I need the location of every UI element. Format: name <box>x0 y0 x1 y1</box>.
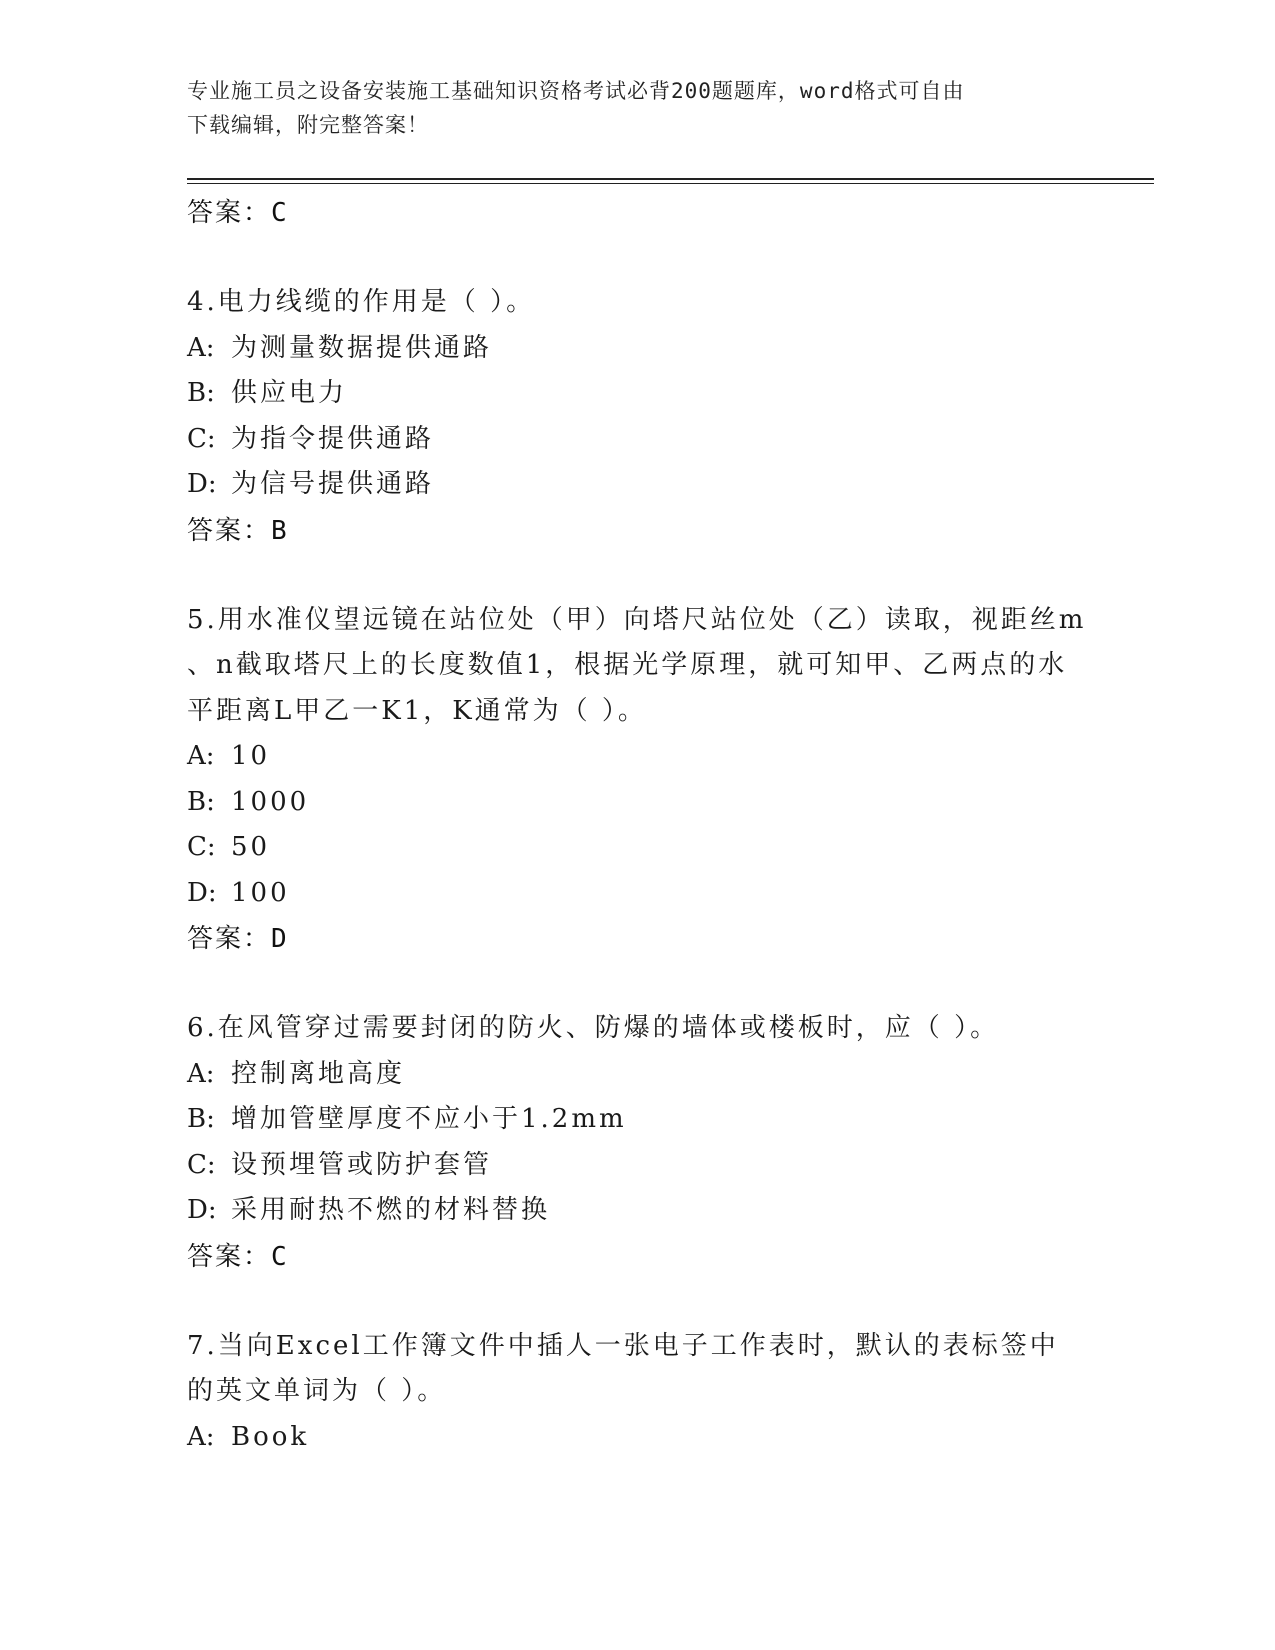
option-letter: A: <box>187 1421 215 1452</box>
question-7 <box>187 1324 1087 1461</box>
option-d <box>187 462 1087 508</box>
option-text: 1000 <box>231 786 310 817</box>
option-letter: C: <box>187 1149 216 1180</box>
option-letter: B: <box>187 786 215 817</box>
option-b <box>187 371 1087 417</box>
option-letter: A: <box>187 741 215 771</box>
question-4 <box>187 280 1087 554</box>
option-a <box>187 1052 1087 1098</box>
option-text: 为信号提供通路 <box>231 469 435 499</box>
option-c <box>187 417 1087 463</box>
option-text: 控制离地高度 <box>231 1058 406 1089</box>
answer: 答案：C <box>187 1241 289 1272</box>
header-rule-thin <box>187 183 1154 184</box>
header-line-2: 下载编辑，附完整答案！ <box>187 113 429 137</box>
document-header <box>187 74 1067 142</box>
previous-answer: 答案：C <box>187 198 289 228</box>
question-text-line: 平距离L甲乙一K1，K通常为（ ）。 <box>187 695 647 726</box>
option-letter: C: <box>187 423 216 454</box>
option-letter: A: <box>187 332 215 363</box>
option-letter: D: <box>187 877 217 908</box>
option-text: Book <box>231 1421 310 1452</box>
question-text: 6.在风管穿过需要封闭的防火、防爆的墙体或楼板时，应（ ）。 <box>187 1013 1000 1043</box>
option-text: 采用耐热不燃的材料替换 <box>231 1195 551 1225</box>
answer: 答案：D <box>187 924 289 954</box>
option-letter: B: <box>187 378 215 408</box>
option-text: 供应电力 <box>231 378 348 408</box>
option-a <box>187 1415 1087 1461</box>
option-a <box>187 326 1087 372</box>
question-6 <box>187 1006 1087 1280</box>
option-text: 为测量数据提供通路 <box>231 332 493 363</box>
option-letter: D: <box>187 1195 217 1225</box>
option-text: 增加管壁厚度不应小于1.2mm <box>231 1104 627 1134</box>
question-text-line: 7.当向Excel工作簿文件中插人一张电子工作表时，默认的表标签中 <box>187 1330 1059 1361</box>
question-text-line: 的英文单词为（ ）。 <box>187 1376 447 1406</box>
option-letter: D: <box>187 469 217 499</box>
answer: 答案：B <box>187 515 289 546</box>
option-letter: B: <box>187 1104 215 1134</box>
header-rule-thick <box>187 178 1154 180</box>
option-text: 设预埋管或防护套管 <box>231 1149 493 1180</box>
option-d <box>187 1188 1087 1234</box>
option-b <box>187 1097 1087 1143</box>
option-text: 50 <box>231 832 271 862</box>
header-line-1: 专业施工员之设备安装施工基础知识资格考试必背200题题库，word格式可自由 <box>187 79 965 103</box>
option-letter: A: <box>187 1058 215 1089</box>
document-body <box>187 190 1087 1460</box>
question-text-line: 5.用水准仪望远镜在站位处（甲）向塔尺站位处（乙）读取，视距丝m <box>187 604 1087 635</box>
option-b <box>187 780 1087 826</box>
question-text: 4.电力线缆的作用是（ ）。 <box>187 287 536 317</box>
question-5 <box>187 598 1087 963</box>
option-d <box>187 871 1087 917</box>
option-c <box>187 1143 1087 1189</box>
option-a <box>187 734 1087 780</box>
option-text: 100 <box>231 877 290 908</box>
option-c <box>187 825 1087 871</box>
question-text-line: 、n截取塔尺上的长度数值1，根据光学原理，就可知甲、乙两点的水 <box>187 650 1068 680</box>
option-text: 10 <box>231 741 271 771</box>
option-text: 为指令提供通路 <box>231 423 435 454</box>
option-letter: C: <box>187 832 216 862</box>
